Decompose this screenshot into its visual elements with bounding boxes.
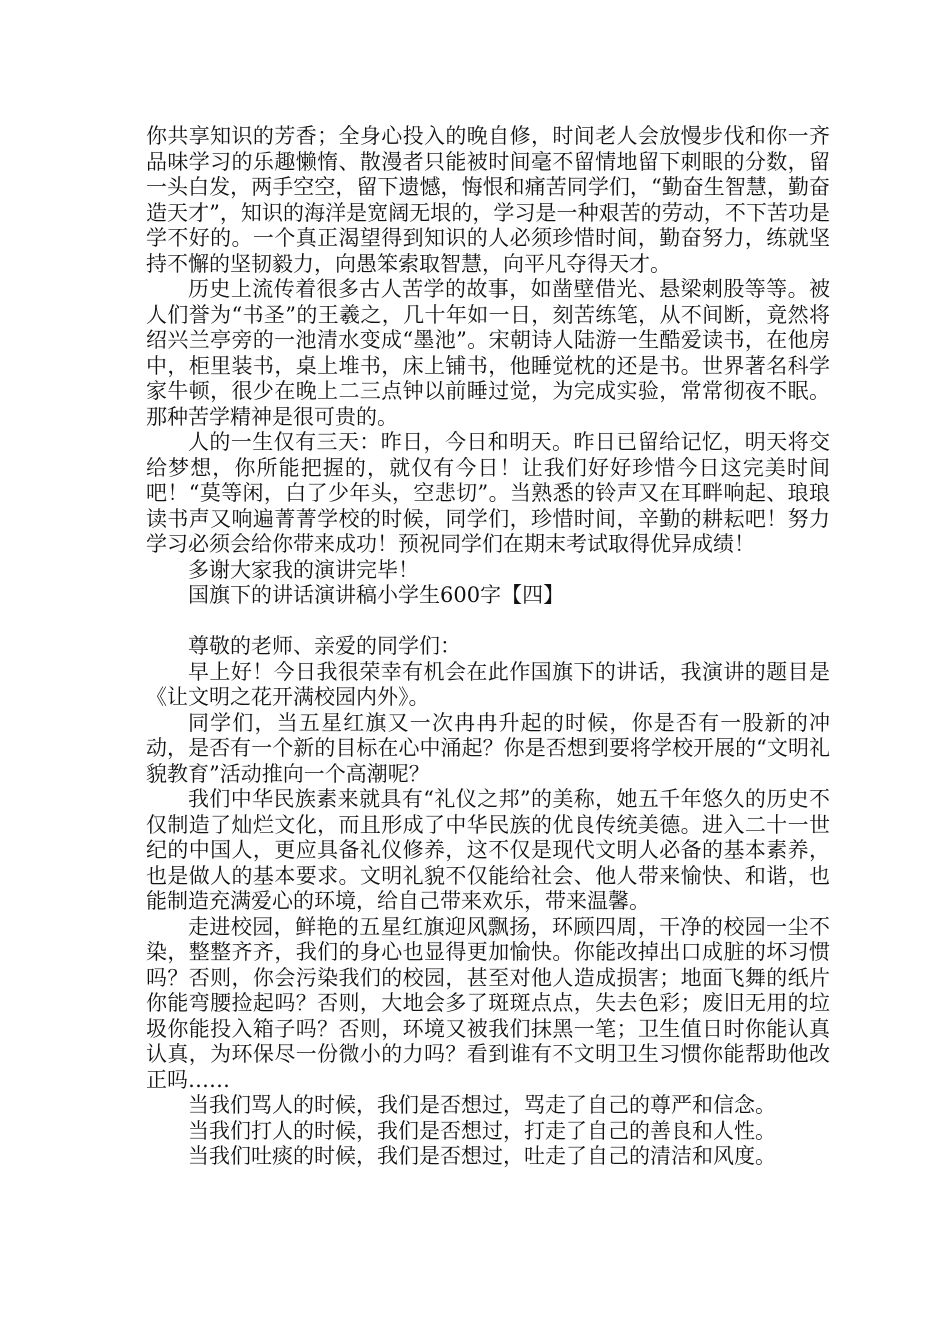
paragraph-three-days: 人的一生仅有三天：昨日，今日和明天。昨日已留给记忆，明天将交给梦想，你所能把握的，就仅有今日！让我们好好珍惜今日这完美时间吧！“莫等闲，白了少年头，空悲切”。当熟悉的铃声又在耳畔响起、琅琅读书声又响遍菁菁学校的时候，同学们，珍惜时间，辛勤的耕耘吧！努力学习必须会给你带来成功！预祝同学们在期末考试取得优异成绩！ — [146, 430, 830, 556]
paragraph-flag: 同学们，当五星红旗又一次冉冉升起的时候，你是否有一股新的冲动，是否有一个新的目标在心中涌起？你是否想到要将学校开展的“文明礼貌教育”活动推向一个高潮呢？ — [146, 710, 830, 786]
section-heading: 国旗下的讲话演讲稿小学生600字【四】 — [188, 583, 565, 607]
paragraph-ancient-study: 历史上流传着很多古人苦学的故事，如凿壁借光、悬梁刺股等等。被人们誉为“书圣”的王羲之，几十年如一日，刻苦练笔，从不间断，竟然将绍兴兰亭旁的一池清水变成“墨池”。宋朝诗人陆游一生酷爱读书，在他房中，柜里装书，桌上堆书，床上铺书，他睡觉枕的还是书。世界著名科学家牛顿，很少在晚上二三点钟以前睡过觉，为完成实验，常常彻夜不眠。那种苦学精神是很可贵的。 — [146, 277, 830, 429]
paragraph-thanks: 多谢大家我的演讲完毕！ — [188, 557, 419, 582]
document-page — [146, 124, 830, 1170]
paragraph-salutation: 尊敬的老师、亲爱的同学们： — [188, 634, 461, 658]
paragraph-continuation: 你共享知识的芳香；全身心投入的晚自修，时间老人会放慢步伐和你一齐品味学习的乐趣懒惰、散漫者只能被时间毫不留情地留下刺眼的分数，留一头白发，两手空空，留下遗憾，悔恨和痛苦同学们，“勤奋生智慧，勤奋造天才”，知识的海洋是宽阔无垠的，学习是一种艰苦的劳动，不下苦功是学不好的。一个真正渴望得到知识的人必须珍惜时间，勤奋努力，练就坚持不懈的坚韧毅力，向愚笨索取智慧，向平凡夺得天才。 — [146, 124, 830, 276]
paragraph-etiquette: 我们中华民族素来就具有“礼仪之邦”的美称，她五千年悠久的历史不仅制造了灿烂文化，而且形成了中华民族的优良传统美德。进入二十一世纪的中国人，更应具备礼仪修养，这不仅是现代文明人必备的基本素养，也是做人的基本要求。文明礼貌不仅能给社会、他人带来愉快、和谐，也能制造充满爱心的环境，给自己带来欢乐，带来温馨。 — [146, 787, 830, 913]
paragraph-spitting: 当我们吐痰的时候，我们是否想过，吐走了自己的清洁和风度。 — [188, 1144, 776, 1168]
paragraph-campus: 走进校园，鲜艳的五星红旗迎风飘扬，环顾四周，干净的校园一尘不染，整整齐齐，我们的身心也显得更加愉快。你能改掉出口成脏的坏习惯吗？否则，你会污染我们的校园，甚至对他人造成损害；地面飞舞的纸片你能弯腰捡起吗？否则，大地会多了斑斑点点，失去色彩；废旧无用的垃圾你能投入箱子吗？否则，环境又被我们抹黑一笔；卫生值日时你能认真认真，为环保尽一份微小的力吗？看到谁有不文明卫生习惯你能帮助他改正吗…… — [146, 914, 830, 1092]
paragraph-greeting: 早上好！今日我很荣幸有机会在此作国旗下的讲话，我演讲的题目是《让文明之花开满校园内外》。 — [146, 659, 830, 709]
paragraph-swearing: 当我们骂人的时候，我们是否想过，骂走了自己的尊严和信念。 — [188, 1093, 776, 1117]
blank-line — [146, 609, 830, 635]
paragraph-hitting: 当我们打人的时候，我们是否想过，打走了自己的善良和人性。 — [188, 1118, 776, 1143]
